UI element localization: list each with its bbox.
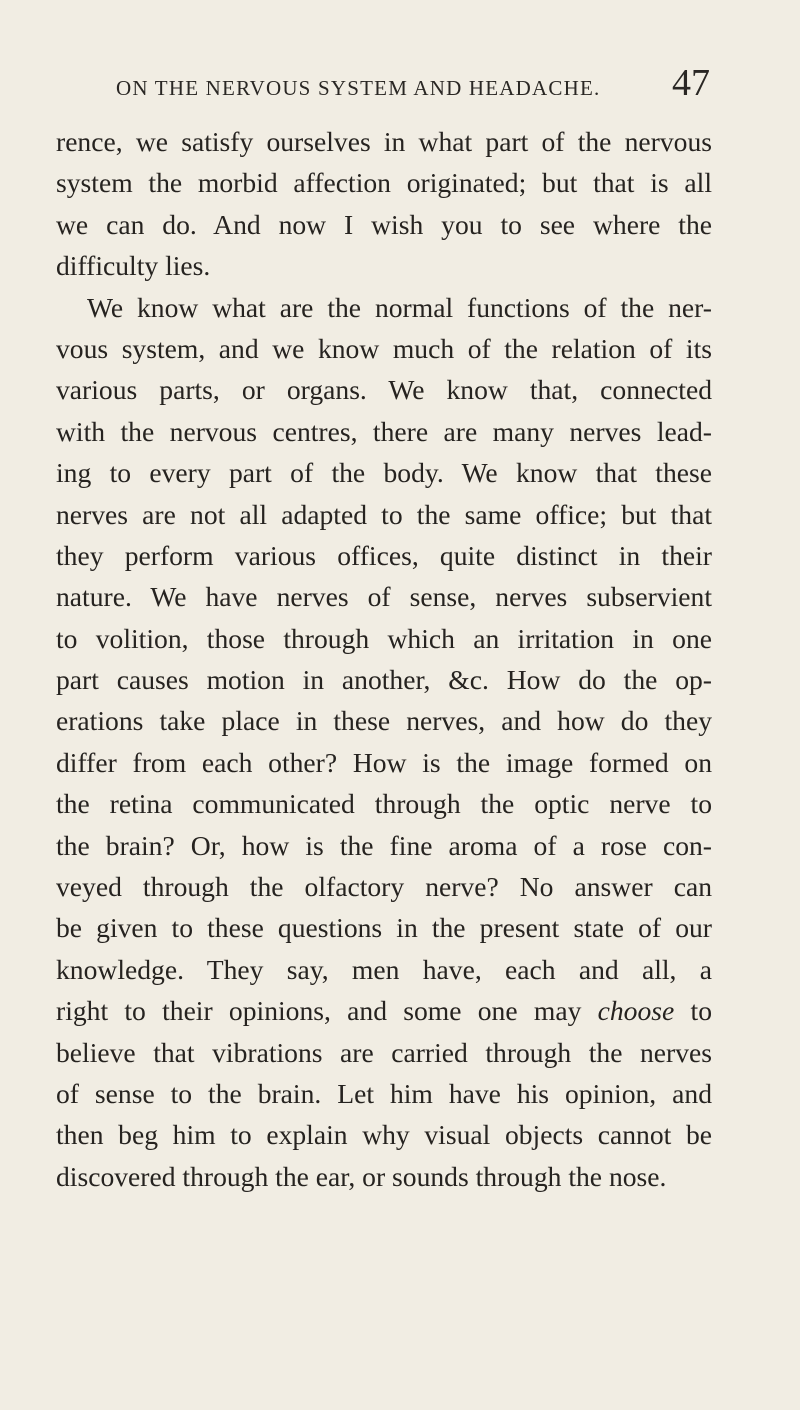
text-line: then beg him to explain why visual objects cannot be [56, 1119, 712, 1151]
text-line: they perform various offices, quite distinct in their [56, 539, 712, 571]
page-number: 47 [672, 62, 710, 104]
text-line: to volition, those through which an irritation in one [56, 622, 712, 654]
text-line: system the morbid affection originated; but that is all [56, 167, 712, 199]
text-line: the retina communicated through the optic nerve to [56, 788, 712, 820]
text-line: be given to these questions in the present state of our [56, 912, 712, 944]
text-line: various parts, or organs. We know that, connected [56, 374, 712, 406]
text-line: the brain? Or, how is the fine aroma of a rose con- [56, 829, 712, 861]
text-line: differ from each other? How is the image formed on [56, 746, 712, 778]
italic-word: choose [597, 995, 675, 1027]
text-line: nerves are not all adapted to the same office; but that [56, 498, 712, 530]
text-line: vous system, and we know much of the relation of its [56, 332, 712, 364]
text-line: knowledge. They say, men have, each and all, a [56, 953, 712, 985]
text-line: of sense to the brain. Let him have his opinion, and [56, 1077, 712, 1109]
line-segment: right to their opinions, and some one may [56, 995, 598, 1027]
line-segment: to [674, 995, 712, 1027]
text-line: discovered through the ear, or sounds through the nose. [56, 1160, 667, 1192]
text-line: veyed through the olfactory nerve? No answer can [56, 871, 712, 903]
body-text [56, 121, 712, 1197]
text-line: difficulty lies. [56, 250, 211, 282]
text-line: erations take place in these nerves, and how do they [56, 705, 712, 737]
text-line: nature. We have nerves of sense, nerves subservient [56, 581, 712, 613]
text-line: ing to every part of the body. We know that these [56, 457, 712, 489]
running-head: ON THE NERVOUS SYSTEM AND HEADACHE. [116, 76, 601, 100]
text-line: believe that vibrations are carried through the nerves [56, 1036, 712, 1068]
text-line: We know what are the normal functions of the ner- [87, 291, 712, 323]
page-header [62, 62, 710, 110]
text-line: with the nervous centres, there are many nerves lead- [56, 415, 712, 447]
text-line-with-italic [56, 990, 712, 1031]
text-line: rence, we satisfy ourselves in what part of the nervous [56, 126, 712, 157]
text-line: we can do. And now I wish you to see where the [56, 208, 712, 240]
text-line: part causes motion in another, &c. How do the op- [56, 664, 712, 696]
